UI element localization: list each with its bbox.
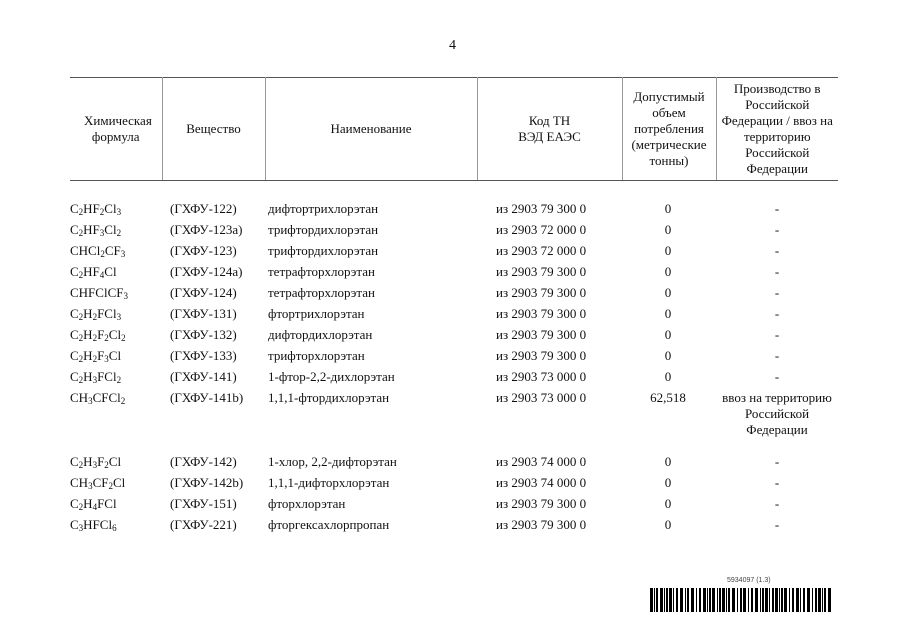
volume-cell: 0 (664, 285, 672, 300)
barcode-bar (691, 588, 694, 612)
barcode-bar (775, 588, 778, 612)
formula-cell: $CH_3CFCl_2$ (70, 390, 126, 406)
barcode-bar (709, 588, 711, 612)
barcode-bar (743, 588, 746, 612)
substance-cell: (ГХФУ-123) (170, 243, 237, 258)
table-body (70, 198, 838, 535)
code-cell: из 2903 79 300 0 (496, 285, 587, 300)
substance-cell: (ГХФУ-142b) (170, 475, 244, 490)
substance-cell: (ГХФУ-124) (170, 285, 237, 300)
formula-cell: $C_2H_2F_2Cl_2$ (70, 327, 126, 343)
substance-cell: (ГХФУ-221) (170, 517, 237, 532)
substance-cell: (ГХФУ-124а) (170, 264, 243, 279)
barcode-bar (722, 588, 725, 612)
barcode-bar (687, 588, 689, 612)
name-cell: 1-фтор-2,2-дихлорэтан (268, 369, 395, 384)
name-cell: фторхлорэтан (268, 496, 346, 511)
code-cell: из 2903 72 000 0 (496, 222, 587, 237)
barcode-bar (669, 588, 672, 612)
barcode-bar (812, 588, 813, 612)
name-cell: 1,1,1-дифторхлорэтан (268, 475, 390, 490)
name-cell: фторгексахлорпропан (268, 517, 390, 532)
formula-cell: $C_2H_3F_2Cl$ (70, 454, 122, 470)
barcode-label: 5934097 (1.3) (727, 577, 771, 584)
code-cell: из 2903 79 300 0 (496, 306, 587, 321)
name-cell: тетрафторхлорэтан (268, 285, 375, 300)
barcode-bar (685, 588, 686, 612)
header-production: Производство в Российской Федерации / ввоз на территорию Российской Федерации (716, 78, 838, 181)
barcode-bar (828, 588, 831, 612)
barcode-bar (719, 588, 721, 612)
table-row (70, 282, 838, 303)
substance-cell: (ГХФУ-123а) (170, 222, 243, 237)
substance-cell: (ГХФУ-151) (170, 496, 237, 511)
barcode (650, 588, 834, 612)
production-cell: - (774, 306, 780, 321)
production-cell: - (774, 454, 780, 469)
production-cell: - (774, 475, 780, 490)
barcode-bar (800, 588, 801, 612)
code-cell: из 2903 79 300 0 (496, 327, 587, 342)
volume-cell: 0 (664, 369, 672, 384)
table-row (70, 324, 838, 345)
barcode-bar (717, 588, 718, 612)
formula-cell: $C_2H_2FCl_3$ (70, 306, 122, 322)
barcode-bar (654, 588, 655, 612)
production-cell: ввоз на территорию Российской Федерации (722, 390, 832, 437)
formula-cell: $CHCl_2CF_3$ (70, 243, 126, 259)
barcode-bar (781, 588, 783, 612)
barcode-bar (732, 588, 735, 612)
code-cell: из 2903 73 000 0 (496, 390, 587, 405)
volume-cell: 0 (664, 243, 672, 258)
header-code: Код ТН ВЭД ЕАЭС (477, 78, 622, 181)
barcode-bar (815, 588, 817, 612)
code-cell: из 2903 79 300 0 (496, 517, 587, 532)
table-row (70, 493, 838, 514)
volume-cell: 0 (664, 454, 672, 469)
barcode-bar (751, 588, 753, 612)
barcode-bar (696, 588, 697, 612)
code-cell: из 2903 72 000 0 (496, 243, 587, 258)
table-row (70, 219, 838, 240)
code-cell: из 2903 74 000 0 (496, 454, 587, 469)
substance-cell: (ГХФУ-122) (170, 201, 237, 216)
barcode-bar (650, 588, 653, 612)
substance-cell: (ГХФУ-132) (170, 327, 237, 342)
barcode-bar (796, 588, 799, 612)
code-cell: из 2903 79 300 0 (496, 348, 587, 363)
production-cell: - (774, 348, 780, 363)
barcode-bar (680, 588, 683, 612)
barcode-bar (699, 588, 701, 612)
barcode-bar (792, 588, 794, 612)
production-cell: - (774, 517, 780, 532)
header-formula: Химическая формула (70, 78, 162, 181)
substance-cell: (ГХФУ-142) (170, 454, 237, 469)
name-cell: дифтордихлорэтан (268, 327, 373, 342)
name-cell: трифторхлорэтан (268, 348, 365, 363)
volume-cell: 0 (664, 201, 672, 216)
barcode-bar (676, 588, 678, 612)
volume-cell: 0 (664, 496, 672, 511)
production-cell: - (774, 369, 780, 384)
volume-cell: 0 (664, 327, 672, 342)
table-row (70, 261, 838, 282)
header-substance: Вещество (162, 78, 265, 181)
formula-cell: CHFClCF$_3$ (70, 285, 128, 301)
production-cell: - (774, 496, 780, 511)
barcode-bar (712, 588, 715, 612)
table-row (70, 451, 838, 472)
formula-cell: $C_2HF_2Cl_3$ (70, 201, 122, 217)
volume-cell: 0 (664, 306, 672, 321)
page-number: 4 (449, 38, 456, 53)
barcode-bar (824, 588, 826, 612)
table-row (70, 240, 838, 261)
barcode-bar (789, 588, 790, 612)
barcode-bar (726, 588, 727, 612)
barcode-bar (666, 588, 668, 612)
substance-cell: (ГХФУ-131) (170, 306, 237, 321)
formula-cell: $C_2HF_3Cl_2$ (70, 222, 122, 238)
code-cell: из 2903 79 300 0 (496, 264, 587, 279)
formula-cell: $C_3HFCl_6$ (70, 517, 117, 533)
name-cell: трифтордихлорэтан (268, 222, 379, 237)
table-row (70, 366, 838, 387)
barcode-bar (755, 588, 758, 612)
table-header (70, 77, 838, 181)
production-cell: - (774, 327, 780, 342)
name-cell: 1,1,1-фтордихлорэтан (268, 390, 390, 405)
volume-cell: 0 (664, 222, 672, 237)
header-name: Наименование (265, 78, 477, 181)
barcode-bar (707, 588, 708, 612)
table-row (70, 472, 838, 493)
name-cell: трифтордихлорэтан (268, 243, 379, 258)
production-cell: - (774, 243, 780, 258)
barcode-bar (769, 588, 770, 612)
table-row (70, 303, 838, 324)
code-cell: из 2903 79 300 0 (496, 496, 587, 511)
header-volume: Допустимый объем потребления (метрические тонны) (622, 78, 716, 181)
barcode-bar (762, 588, 764, 612)
production-cell: - (774, 264, 780, 279)
table-row (70, 387, 838, 451)
barcode-bar (673, 588, 674, 612)
substance-cell: (ГХФУ-141) (170, 369, 237, 384)
barcode-bar (760, 588, 761, 612)
barcode-bar (807, 588, 810, 612)
barcode-bar (779, 588, 780, 612)
name-cell: тетрафторхлорэтан (268, 264, 375, 279)
production-cell: - (774, 285, 780, 300)
name-cell: дифтортрихлорэтан (268, 201, 379, 216)
code-cell: из 2903 73 000 0 (496, 369, 587, 384)
barcode-bar (703, 588, 706, 612)
volume-cell: 0 (664, 517, 672, 532)
substance-cell: (ГХФУ-141b) (170, 390, 244, 405)
barcode-bar (772, 588, 774, 612)
code-cell: из 2903 74 000 0 (496, 475, 587, 490)
volume-cell: 0 (664, 264, 672, 279)
formula-cell: $C_2HF_4Cl$ (70, 264, 117, 280)
substance-cell: (ГХФУ-133) (170, 348, 237, 363)
barcode-bar (660, 588, 663, 612)
volume-cell: 62,518 (650, 390, 686, 405)
name-cell: 1-хлор, 2,2-дифторэтан (268, 454, 397, 469)
table-row (70, 514, 838, 535)
barcode-bar (664, 588, 665, 612)
volume-cell: 0 (664, 475, 672, 490)
barcode-bar (656, 588, 658, 612)
barcode-bar (818, 588, 821, 612)
barcode-bar (737, 588, 738, 612)
table-row (70, 345, 838, 366)
formula-cell: $CH_3CF_2Cl$ (70, 475, 126, 491)
formula-cell: $C_2H_4FCl$ (70, 496, 117, 512)
formula-cell: $C_2H_3FCl_2$ (70, 369, 122, 385)
production-cell: - (774, 222, 780, 237)
table-row (70, 198, 838, 219)
barcode-bar (728, 588, 730, 612)
formula-cell: $C_2H_2F_3Cl$ (70, 348, 122, 364)
volume-cell: 0 (664, 348, 672, 363)
barcode-bar (740, 588, 742, 612)
barcode-bar (765, 588, 768, 612)
barcode-bar (748, 588, 749, 612)
barcode-bar (784, 588, 787, 612)
code-cell: из 2903 79 300 0 (496, 201, 587, 216)
production-cell: - (774, 201, 780, 216)
name-cell: фтортрихлорэтан (268, 306, 365, 321)
barcode-bar (803, 588, 805, 612)
barcode-bar (822, 588, 823, 612)
